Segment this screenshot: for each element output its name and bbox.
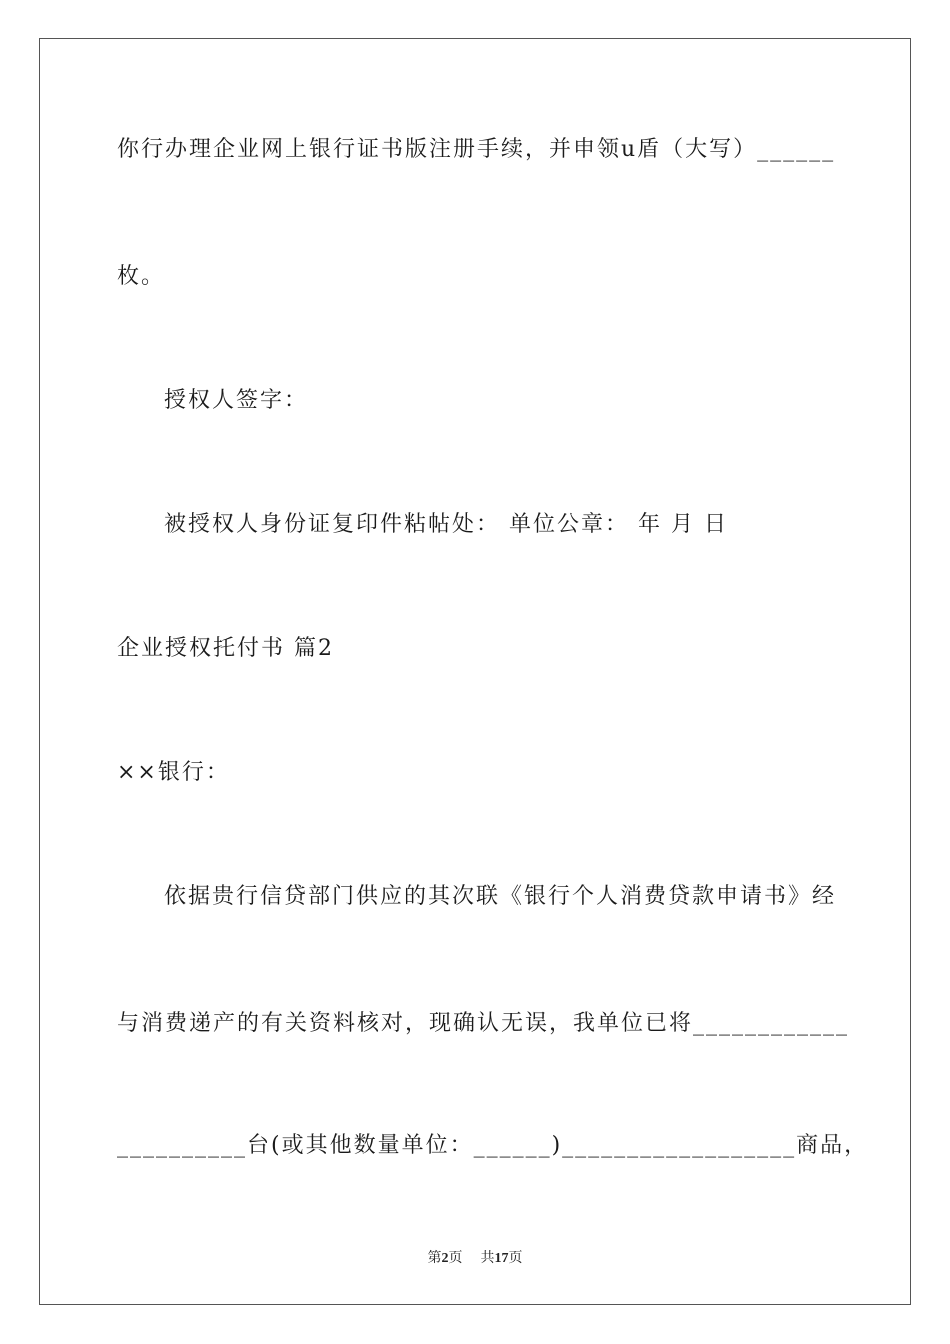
page-prefix: 第: [427, 1251, 442, 1266]
page-number: 2: [441, 1251, 449, 1266]
bank-addressee: ××银行：: [117, 760, 230, 785]
id-copy-seal-date-line: 被授权人身份证复印件粘帖处： 单位公章： 年 月 日: [164, 512, 728, 537]
total-prefix: 共: [480, 1251, 495, 1266]
body-line-2: 枚。: [117, 264, 166, 289]
page-footer: [0, 1247, 950, 1267]
page-total: 17: [494, 1251, 509, 1266]
total-suffix: 页: [508, 1251, 523, 1266]
section-heading: 企业授权托付书 篇2: [117, 636, 334, 661]
page-suffix: 页: [448, 1251, 463, 1266]
body-line-8: 与消费递产的有关资料核对，现确认无误，我单位已将____________: [117, 1011, 850, 1036]
body-line-1: 你行办理企业网上银行证书版注册手续，并申领u盾（大写）______: [117, 137, 836, 162]
authorizer-signature-line: 授权人签字：: [164, 388, 309, 413]
page-border: [39, 38, 911, 1305]
body-line-7: 依据贵行信贷部门供应的其次联《银行个人消费贷款申请书》经: [164, 884, 837, 909]
body-line-9: __________台(或其他数量单位：______)__________________商品，: [117, 1133, 869, 1158]
